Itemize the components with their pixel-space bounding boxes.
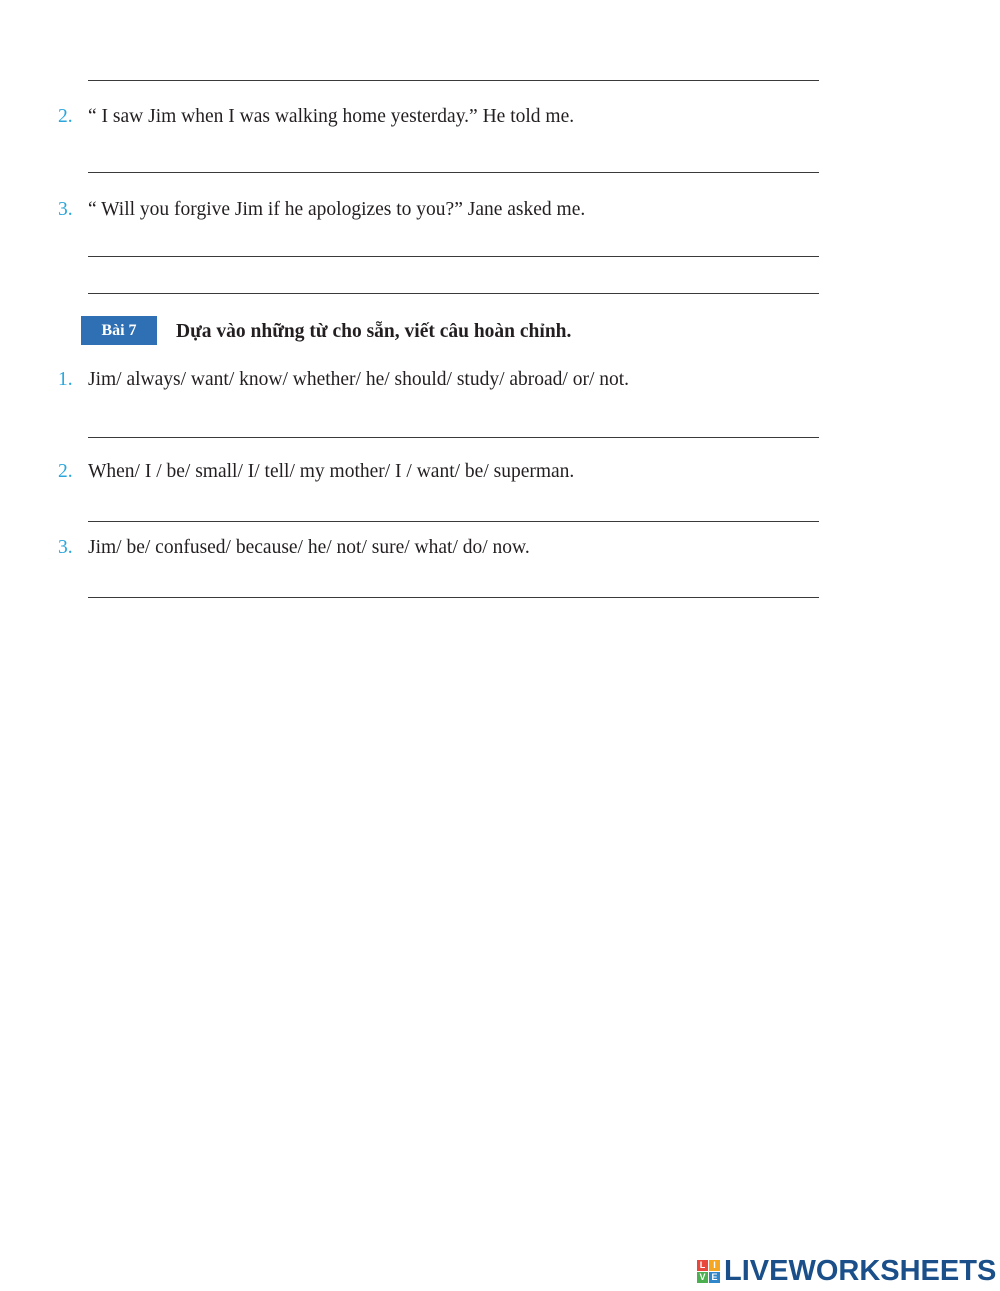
logo-icon [697, 1260, 720, 1283]
brand-name: LIVEWORKSHEETS [724, 1255, 997, 1287]
question-number: 1. [58, 369, 73, 390]
question-item [58, 198, 585, 222]
answer-line[interactable] [88, 521, 819, 522]
question-text: When/ I / be/ small/ I/ tell/ my mother/ I / want/ be/ superman. [88, 461, 575, 482]
answer-line[interactable] [88, 597, 819, 598]
logo-letter: I [709, 1260, 720, 1271]
question-number: 3. [58, 199, 73, 220]
logo-letter: V [697, 1272, 708, 1283]
answer-line[interactable] [88, 293, 819, 294]
question-text: Jim/ be/ confused/ because/ he/ not/ sure/ what/ do/ now. [88, 537, 530, 558]
question-number: 2. [58, 461, 73, 482]
question-text: Jim/ always/ want/ know/ whether/ he/ should/ study/ abroad/ or/ not. [88, 369, 630, 390]
answer-line[interactable] [88, 437, 819, 438]
logo-letter: L [697, 1260, 708, 1271]
liveworksheets-logo [697, 1256, 996, 1286]
exercise-badge: Bài 7 [81, 316, 157, 345]
logo-letter: E [709, 1272, 720, 1283]
answer-line[interactable] [88, 80, 819, 81]
question-text: “ I saw Jim when I was walking home yesterday.” He told me. [88, 106, 575, 127]
question-item [58, 105, 574, 129]
question-number: 2. [58, 106, 73, 127]
question-item [58, 368, 629, 392]
answer-line[interactable] [88, 172, 819, 173]
question-item [58, 460, 574, 484]
question-text: “ Will you forgive Jim if he apologizes to you?” Jane asked me. [88, 199, 586, 220]
exercise-heading: Dựa vào những từ cho sẵn, viết câu hoàn chỉnh. [176, 321, 572, 342]
question-number: 3. [58, 537, 73, 558]
answer-line[interactable] [88, 256, 819, 257]
question-item [58, 536, 530, 560]
